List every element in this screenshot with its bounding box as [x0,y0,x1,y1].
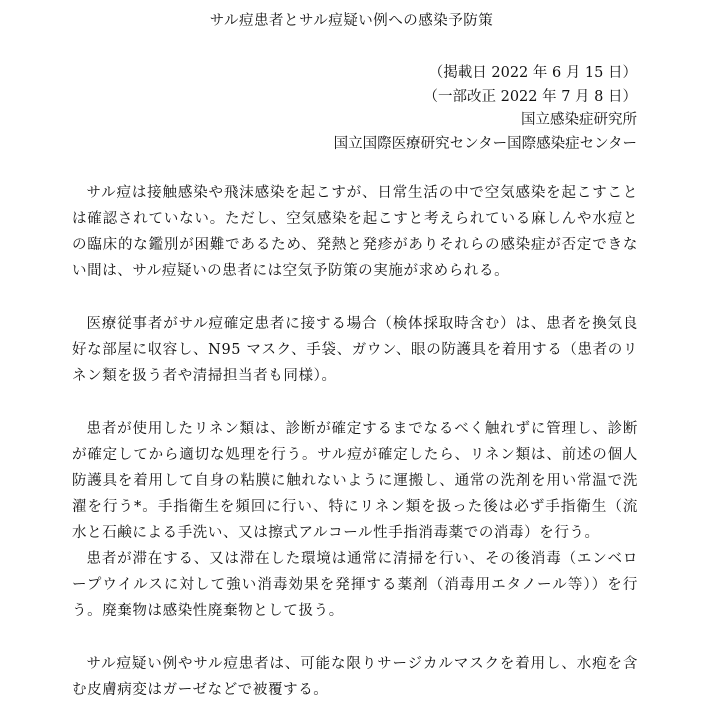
published-date: （掲載日 2022 年 6 月 15 日） [428,65,637,81]
paragraph-healthcare-workers: 医療従事者がサル痘確定患者に接する場合（検体採取時含む）は、患者を換気良好な部屋に収容し、N95 マスク、手袋、ガウン、眼の防護具を着用する（患者のリネン類を扱う者や清掃担当者も同様）。 [72,316,638,384]
paragraph-gap [72,389,638,416]
paragraph-gap [72,284,638,311]
paragraph-environment-cleaning: 患者が滞在する、又は滞在した環境は通常に清掃を行い、その後消毒（エンベロープウイルスに対して強い消毒効果を発揮する薬剤（消毒用エタノール等））を行う。廃棄物は感染性廃棄物として扱う。 [72,551,638,619]
paragraph-patient-masking: サル痘疑い例やサル痘患者は、可能な限りサージカルマスクを着用し、水疱を含む皮膚病変はガーゼなどで被覆する。 [72,656,638,698]
paragraph-linen-handling: 患者が使用したリネン類は、診断が確定するまでなるべく触れずに管理し、診断が確定してから適切な処理を行う。サル痘が確定したら、リネン類は、前述の個人防護具を着用して自身の粘膜に触れないように運搬し、通常の洗剤を用い常温で洗濯を行う*。手指衛生を頻回に行い、特にリネン類を扱った後は必ず手指衛生（流水と石鹸による手洗い、又は擦式アルコール性手指消毒薬での消毒）を行う。 [72,421,638,541]
document-title: サル痘患者とサル痘疑い例への感染予防策 [209,13,494,29]
organization-ncgm: 国立国際医療研究センター国際感染症センター [333,135,637,152]
paragraph-transmission: サル痘は接触感染や飛沫感染を起こすが、日常生活の中で空気感染を起こすことは確認されていない。ただし、空気感染を起こすと考えられている麻しんや水痘との臨床的な鑑別が困難であるため、発熱と発疹がありそれらの感染症が否定できない間は、サル痘疑いの患者には空気予防策の実施が求められる。 [72,185,638,279]
document-body [72,180,638,703]
document-meta [334,62,637,156]
paragraph-gap [72,624,638,651]
organization-niid: 国立感染症研究所 [521,112,637,128]
revised-date: （一部改正 2022 年 7 月 8 日） [423,88,637,105]
